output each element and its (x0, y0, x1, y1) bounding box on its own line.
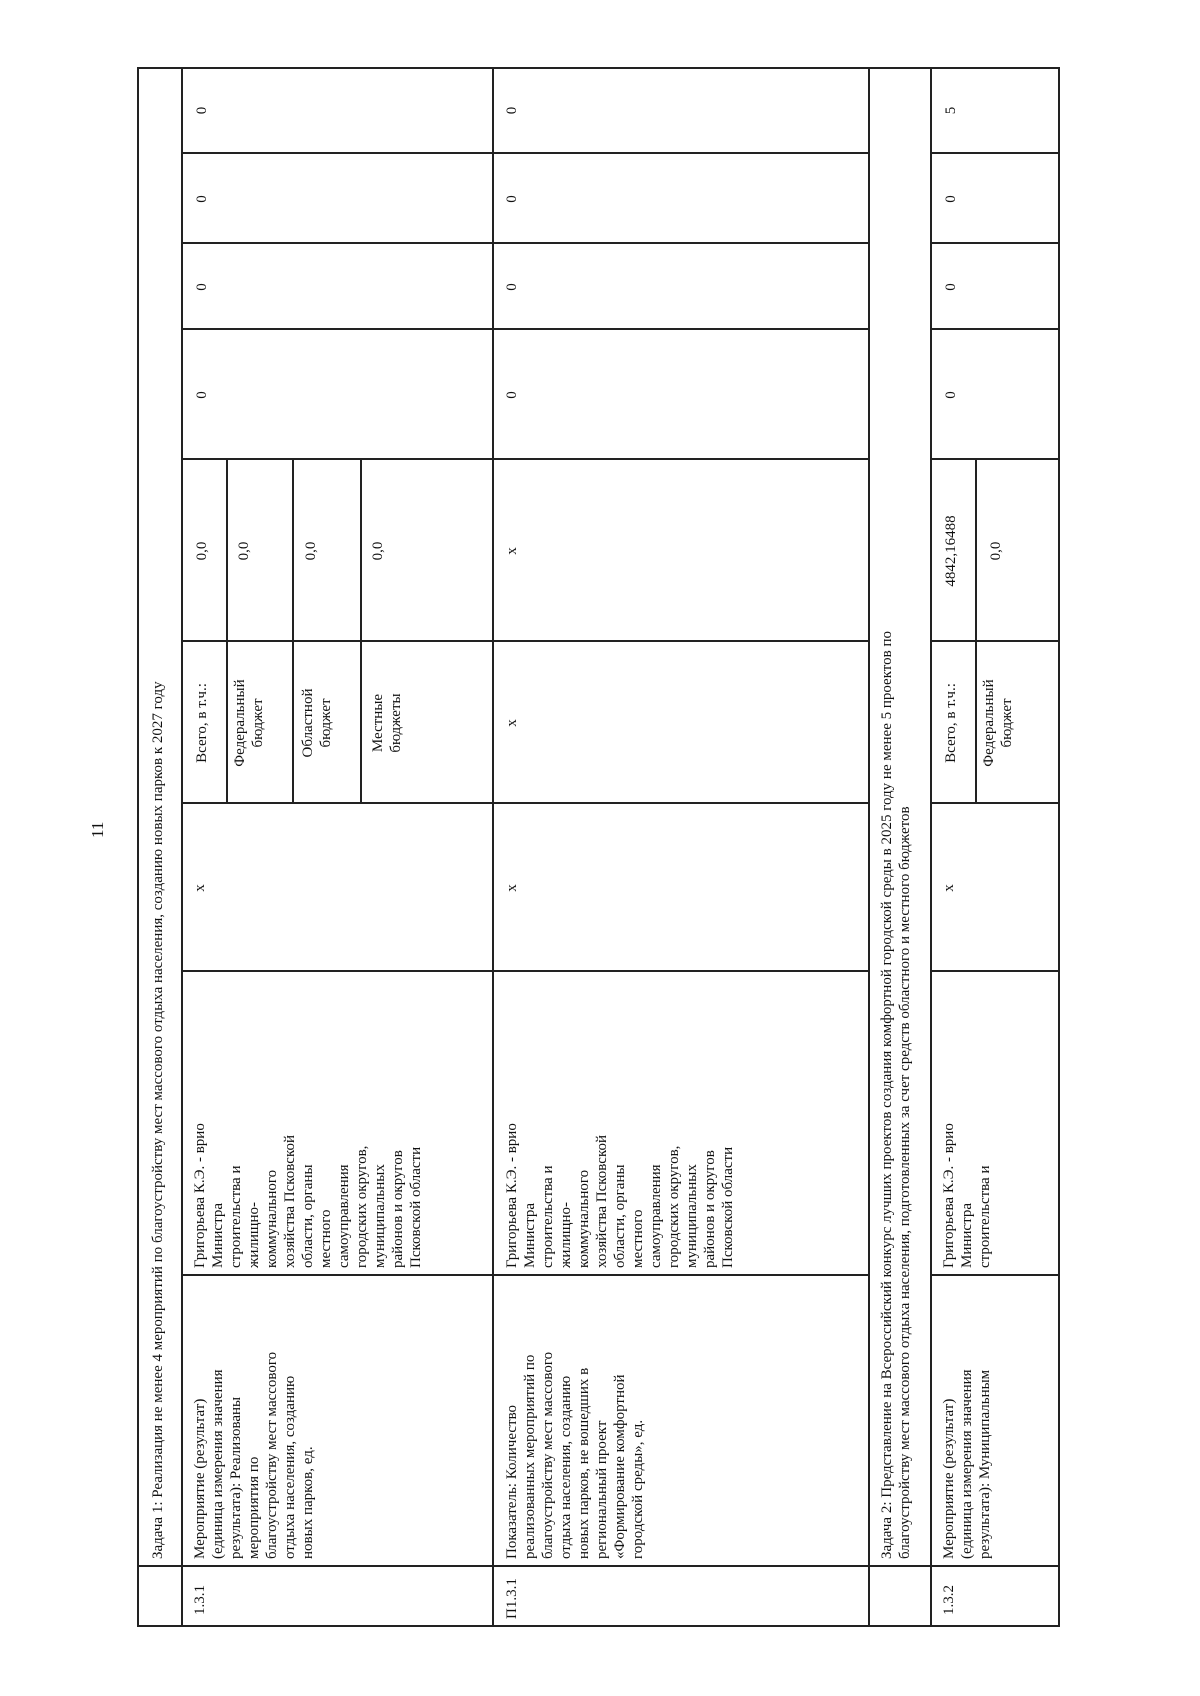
amount-value: 0,0 (194, 541, 210, 561)
grid-line (181, 459, 868, 461)
responsible-person: Григорьева К.Э. - врио Министра строительства и жилищно- коммунального хозяйства Псковской области, органы местного самоуправления городских округов, муниципальных районов и округов Псковской области (504, 1123, 736, 1268)
mark-x: х (504, 884, 520, 892)
grid-line (930, 1275, 1060, 1277)
year-value: 0 (943, 195, 959, 203)
year-value: 0 (194, 106, 210, 115)
year-value: 0 (943, 283, 959, 291)
grid-line (181, 1275, 868, 1277)
responsible-person: Григорьева К.Э. - врио Министра строительства и (941, 1123, 993, 1268)
item-name: Мероприятие (результат) (единица измерения значения результата): Реализованы мероприятия по благоустройству мест массового отдыха населения, созданию новых парков, ед. (192, 1351, 316, 1559)
grid-line (181, 153, 868, 155)
grid-line (930, 67, 932, 1627)
page-number: 11 (88, 821, 107, 838)
year-value: 0 (504, 391, 520, 399)
row-number: 1.3.2 (941, 1585, 957, 1615)
year-value: 5 (943, 106, 959, 115)
grid-line (492, 67, 494, 1627)
task-1-title: Задача 1: Реализация не менее 4 мероприятий по благоустройству мест массового отдыха населения, созданию новых парков к 2027 году (150, 681, 166, 1559)
task-2-title: Задача 2: Представление на Всероссийский конкурс лучших проектов создания комфортной городской среды в 2025 году не менее 5 проектов по благоустройству мест массового отдыха населения, подготовленных за счет средств областного и местного бюджетов (879, 630, 913, 1559)
grid-line (181, 329, 868, 331)
amount-value: х (504, 547, 520, 555)
mark-x: х (941, 884, 957, 892)
mark-x: х (192, 884, 208, 892)
responsible-person: Григорьева К.Э. - врио Министра строительства и жилищно- коммунального хозяйства Псковской области, органы местного самоуправления городских округов, муниципальных районов и округов Псковской области (192, 1123, 424, 1268)
grid-line (181, 67, 183, 1627)
amount-value: 0,0 (370, 541, 386, 561)
source-label: Областной бюджет (300, 688, 334, 758)
rotated-table (137, 67, 1060, 1627)
source-label: Всего, в т.ч.: (194, 683, 210, 763)
item-name: Мероприятие (результат) (единица измерения значения результата): Муниципальным (941, 1369, 993, 1559)
year-value: 0 (194, 391, 210, 399)
grid-line (181, 803, 868, 805)
grid-line (868, 67, 870, 1627)
source-label: Местные бюджеты (370, 693, 404, 753)
grid-line (181, 971, 868, 973)
year-value: 0 (943, 391, 959, 399)
source-label: Федеральный бюджет (981, 679, 1015, 767)
grid-line (292, 460, 294, 804)
grid-line (975, 460, 977, 804)
source-label: Всего, в т.ч.: (943, 683, 959, 763)
year-value: 0 (504, 283, 520, 291)
amount-value: 0,0 (988, 541, 1004, 561)
source-label: х (504, 719, 520, 727)
row-number: 1.3.1 (192, 1585, 208, 1615)
amount-value: 4842,16488 (943, 515, 959, 587)
grid-line (226, 460, 228, 804)
grid-line (360, 460, 362, 804)
year-value: 0 (504, 195, 520, 203)
row-number: П1.3.1 (504, 1578, 520, 1619)
amount-value: 0,0 (236, 541, 252, 561)
indicator-name: Показатель: Количество реализованных мероприятий по благоустройству мест массового отдыха населения, созданию новых парков, не вошедших в региональный проект «Формирование комфортной городской среды», ед. (504, 1351, 646, 1559)
year-value: 0 (504, 106, 520, 115)
grid-line (181, 243, 868, 245)
grid-line (181, 641, 868, 643)
grid-line (137, 1566, 1060, 1568)
year-value: 0 (194, 195, 210, 203)
source-label: Федеральный бюджет (232, 679, 266, 767)
year-value: 0 (194, 283, 210, 291)
amount-value: 0,0 (303, 541, 319, 561)
